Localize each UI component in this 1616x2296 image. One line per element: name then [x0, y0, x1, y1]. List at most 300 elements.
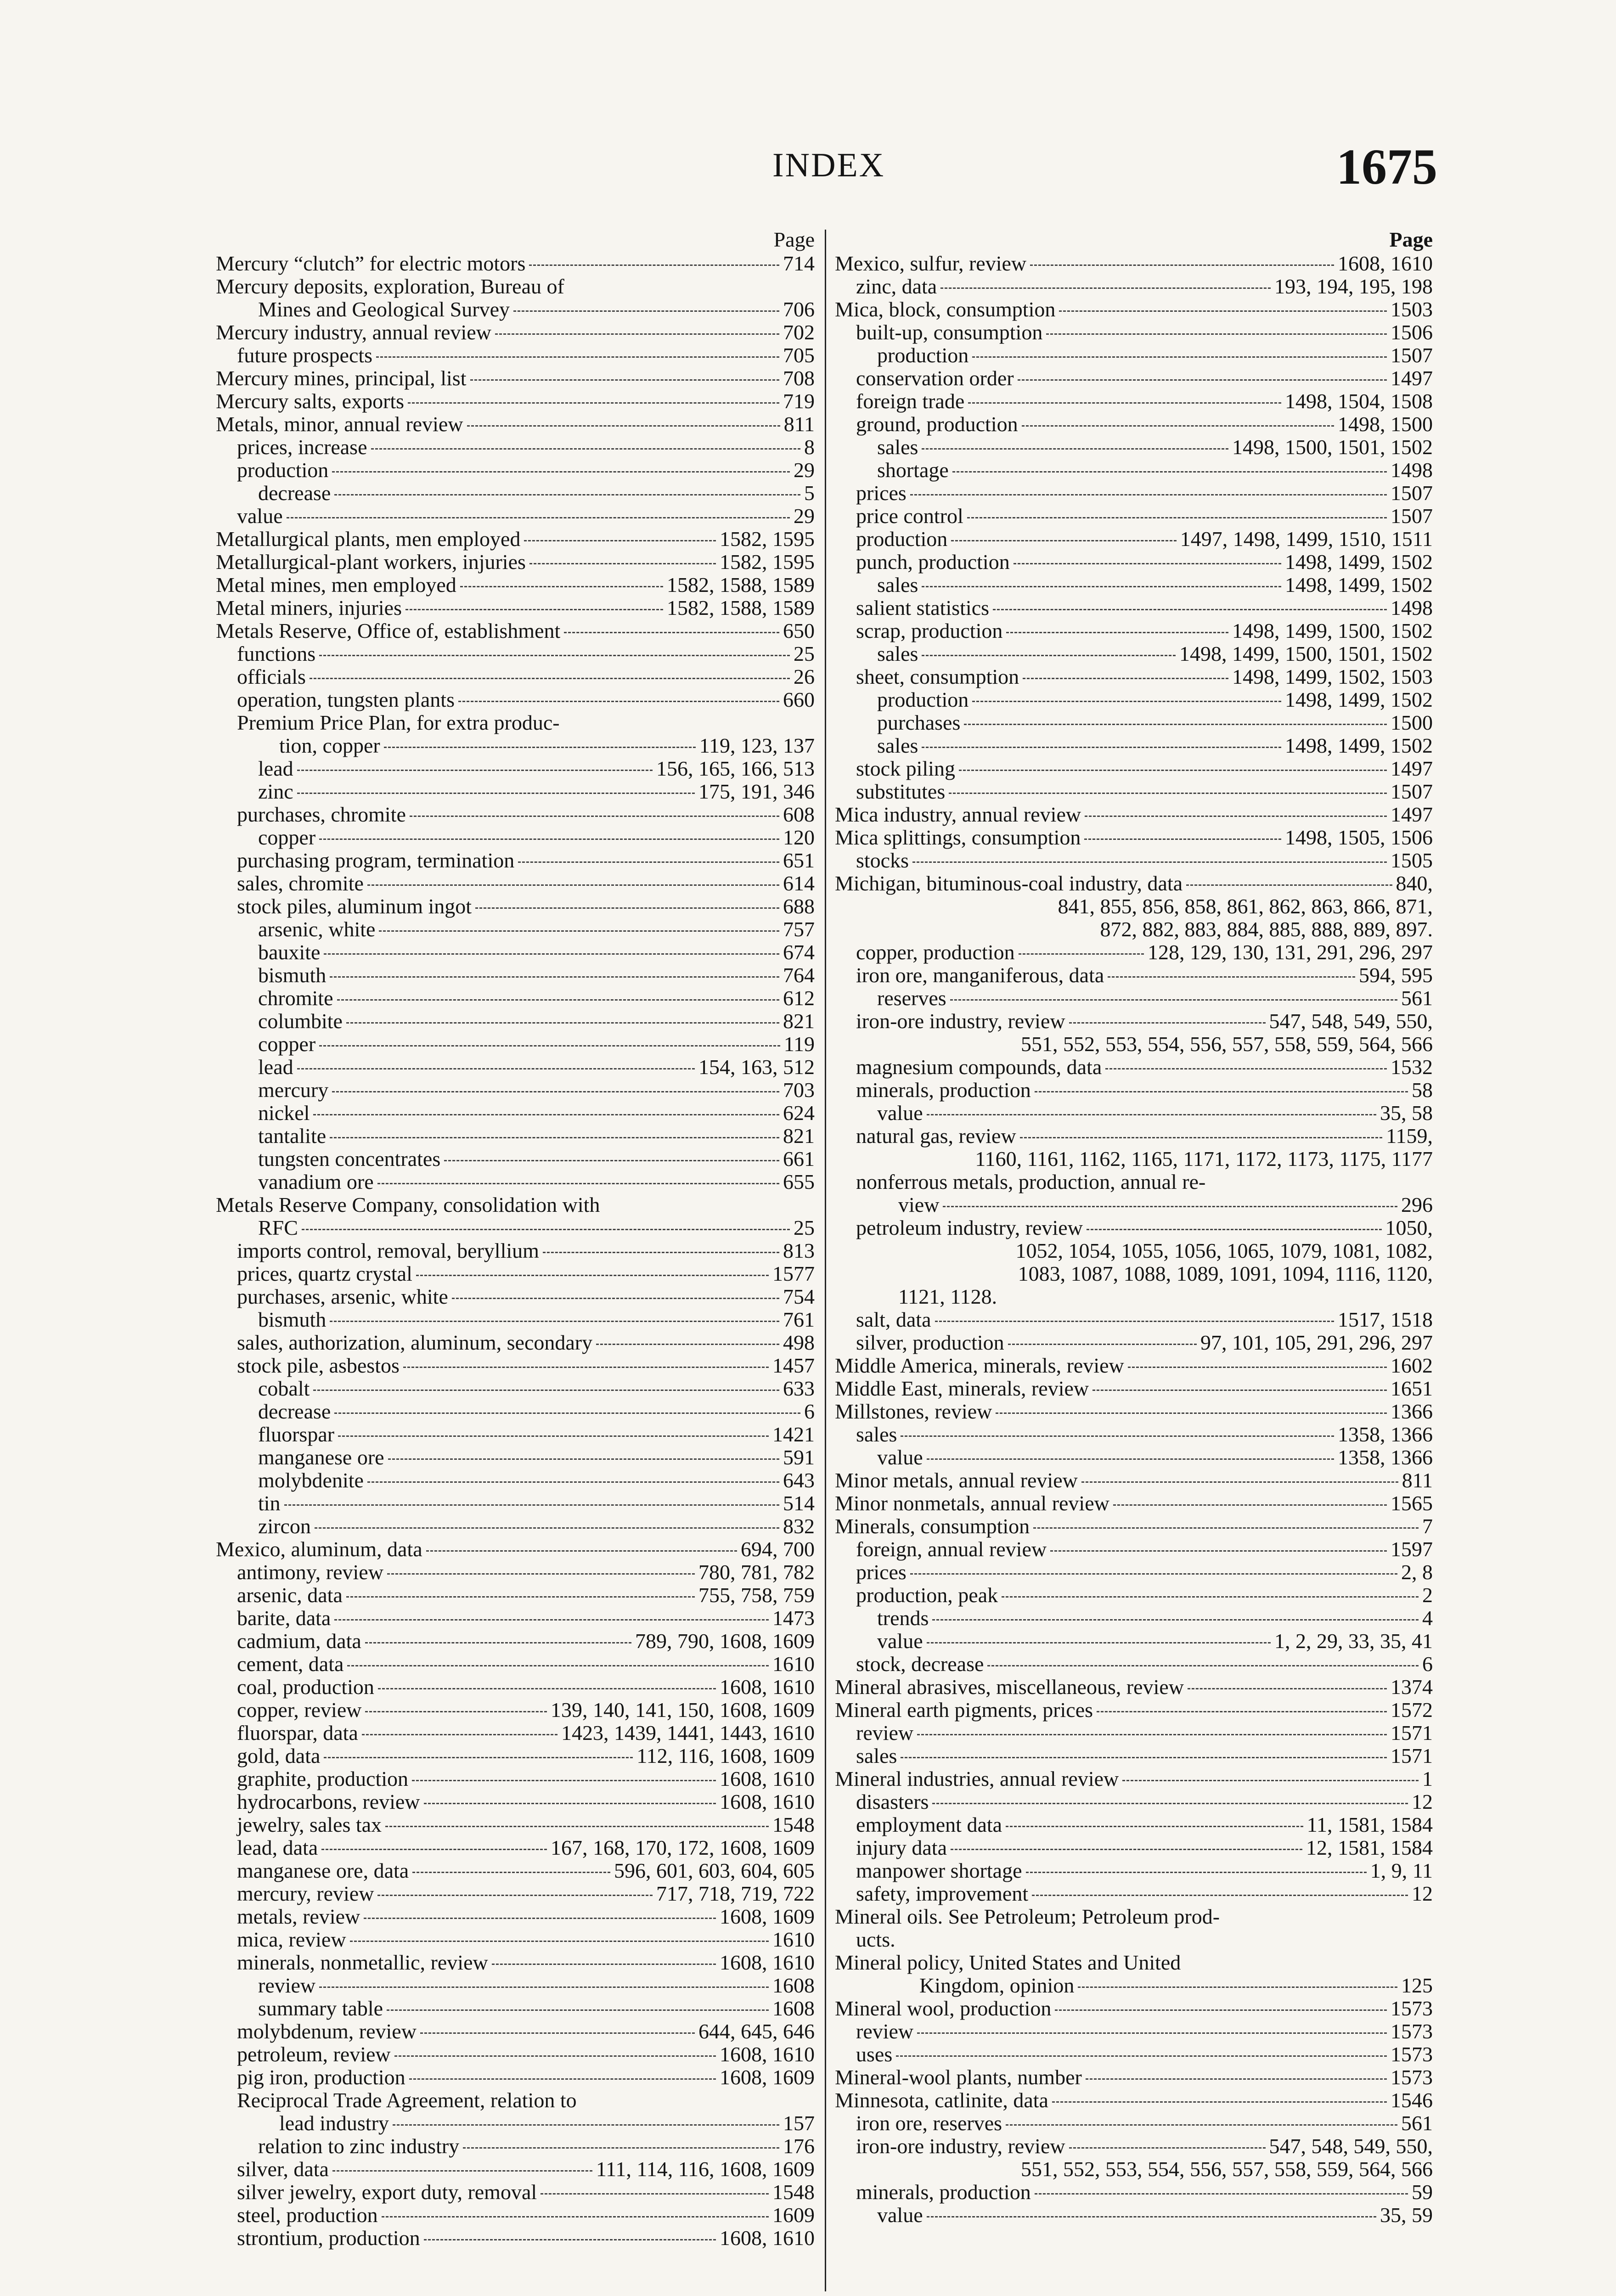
index-term: sales, chromite: [237, 872, 364, 895]
page-reference: 58: [1412, 1078, 1433, 1102]
page-reference: 1651: [1391, 1377, 1433, 1400]
index-entry: [216, 2181, 815, 2204]
index-term: nickel: [258, 1101, 310, 1125]
index-term: Mineral wool, production: [835, 1997, 1052, 2020]
page-reference: 1506: [1391, 321, 1433, 344]
index-term: scrap, production: [856, 619, 1003, 642]
index-term: Minor metals, annual review: [835, 1469, 1078, 1492]
index-term: salient statistics: [856, 596, 990, 619]
index-term: disasters: [856, 1790, 929, 1813]
index-entry: [216, 1928, 815, 1951]
index-term: metals, review: [237, 1905, 360, 1928]
index-entry: [835, 1813, 1433, 1836]
page-reference: 1498, 1499, 1502, 1503: [1232, 665, 1433, 688]
index-entry: [216, 757, 815, 780]
leader-dots: [1026, 1872, 1367, 1873]
page-reference: 1608, 1610: [720, 2043, 815, 2066]
index-entry: [216, 2066, 815, 2089]
leader-dots: [932, 1803, 1408, 1804]
leader-dots: [987, 1665, 1419, 1666]
index-term: coal, production: [237, 1675, 374, 1699]
leader-dots: [1035, 1091, 1408, 1092]
index-term: sales: [856, 1744, 897, 1767]
leader-dots: [332, 2170, 592, 2172]
leader-dots: [1035, 2193, 1408, 2195]
index-term: copper: [258, 826, 316, 849]
index-entry: [835, 1745, 1433, 1767]
index-entry: [216, 1216, 815, 1239]
leader-dots: [529, 264, 779, 266]
page-reference: 1609: [772, 2203, 815, 2227]
leader-dots: [922, 747, 1281, 748]
leader-dots: [993, 609, 1387, 610]
index-entry: [835, 1331, 1433, 1354]
index-term: Metallurgical plants, men employed: [216, 527, 521, 551]
index-term: Mercury salts, exports: [216, 389, 405, 413]
page-reference: 1: [1422, 1767, 1433, 1790]
page-reference: 624: [783, 1101, 815, 1125]
index-entry: [835, 1446, 1433, 1469]
index-entry: [835, 711, 1433, 734]
index-term: Mines and Geological Survey: [258, 298, 510, 321]
page-reference: 1, 9, 11: [1370, 1859, 1433, 1882]
page-reference: 821: [783, 1009, 815, 1033]
index-term: reserves: [877, 986, 946, 1010]
index-term: Metals Reserve, Office of, establishment: [216, 619, 561, 642]
index-term: mica, review: [237, 1928, 346, 1951]
index-term: manpower shortage: [856, 1859, 1022, 1882]
index-continuation-line: 1121, 1128.: [898, 1285, 997, 1308]
index-entry: [835, 367, 1433, 390]
page-reference: 1358, 1366: [1338, 1423, 1433, 1446]
leader-dots: [1108, 976, 1355, 978]
index-term: Millstones, review: [835, 1400, 992, 1423]
index-entry: [216, 941, 815, 964]
index-entry: [216, 2043, 815, 2066]
index-term: foreign, annual review: [856, 1537, 1047, 1561]
index-entry: [835, 390, 1433, 413]
index-entry: [216, 2204, 815, 2227]
leader-dots: [393, 2124, 779, 2126]
index-entry: [835, 1125, 1433, 1148]
index-entry: [216, 849, 815, 872]
index-entry: [216, 1469, 815, 1492]
page-reference: 1498, 1499, 1500, 1501, 1502: [1179, 642, 1433, 665]
index-term: value: [877, 1629, 923, 1653]
leader-dots: [1006, 632, 1228, 633]
page-reference: 1366: [1391, 1400, 1433, 1423]
page-reference: 1608, 1610: [720, 1675, 815, 1699]
page-reference: 5: [804, 481, 815, 505]
index-entry: [835, 459, 1433, 482]
page-reference: 176: [783, 2134, 815, 2158]
leader-dots: [951, 1849, 1302, 1850]
leader-dots: [495, 333, 779, 335]
index-term: Mineral-wool plants, number: [835, 2065, 1082, 2089]
index-term: bismuth: [258, 963, 327, 987]
index-entry: [835, 1400, 1433, 1423]
leader-dots: [524, 540, 716, 541]
page-reference: 661: [783, 1147, 815, 1171]
leader-dots: [1069, 1022, 1266, 1024]
index-entry: [835, 1193, 1433, 1216]
page-reference: 112, 116, 1608, 1609: [636, 1744, 815, 1767]
index-entry: [835, 780, 1433, 803]
index-term: Mercury “clutch” for electric motors: [216, 252, 526, 275]
leader-dots: [385, 1826, 769, 1827]
index-entry: [216, 1538, 815, 1561]
index-entry: [216, 1193, 815, 1216]
leader-dots: [1022, 425, 1334, 427]
index-entry: [216, 964, 815, 987]
leader-dots: [1186, 884, 1392, 886]
page-reference: 1546: [1391, 2088, 1433, 2112]
index-entry: [835, 1882, 1433, 1905]
page-reference: 1573: [1391, 2043, 1433, 2066]
page-reference: 694, 700: [741, 1537, 815, 1561]
index-term: Metal mines, men employed: [216, 573, 456, 597]
page-reference: 1573: [1391, 2065, 1433, 2089]
page-reference: 1498, 1499, 1500, 1502: [1232, 619, 1433, 642]
index-term: steel, production: [237, 2203, 378, 2227]
leader-dots: [324, 953, 779, 955]
index-entry: [835, 2135, 1433, 2158]
leader-dots: [564, 632, 779, 633]
index-entry: [216, 275, 815, 298]
leader-dots: [1055, 2009, 1387, 2011]
page-reference: 175, 191, 346: [698, 780, 815, 803]
leader-dots: [424, 1803, 716, 1804]
index-entry: [216, 597, 815, 619]
leader-dots: [1002, 1596, 1419, 1598]
index-term: iron-ore industry, review: [856, 2134, 1065, 2158]
page-reference: 156, 165, 166, 513: [656, 757, 815, 780]
index-term: Metals Reserve Company, consolidation with: [216, 1193, 600, 1216]
page-reference: 12: [1412, 1882, 1433, 1905]
page-reference: 1582, 1595: [720, 527, 815, 551]
index-term: vanadium ore: [258, 1170, 374, 1193]
index-term: sales: [877, 734, 918, 757]
index-term: Metallurgical-plant workers, injuries: [216, 550, 526, 574]
index-entry: [216, 1974, 815, 1997]
index-entry: [216, 1331, 815, 1354]
leader-dots: [388, 1458, 779, 1460]
index-term: Mineral abrasives, miscellaneous, review: [835, 1675, 1184, 1699]
page-reference: 655: [783, 1170, 815, 1193]
leader-dots: [319, 838, 779, 840]
index-term: punch, production: [856, 550, 1010, 574]
page-reference: 26: [794, 665, 815, 688]
leader-dots: [1008, 1344, 1197, 1345]
leader-dots: [410, 816, 779, 817]
index-term: mercury: [258, 1078, 329, 1102]
page-reference: 591: [783, 1446, 815, 1469]
index-term: production, peak: [856, 1583, 998, 1607]
leader-dots: [596, 1344, 779, 1345]
index-entry: [216, 1653, 815, 1676]
index-entry: [216, 780, 815, 803]
index-entry: [835, 298, 1433, 321]
page-reference: 660: [783, 688, 815, 711]
index-term: value: [877, 2203, 923, 2227]
index-term: minerals, nonmetallic, review: [237, 1951, 488, 1974]
index-entry: [216, 390, 815, 413]
page-reference: 1457: [772, 1354, 815, 1377]
index-entry: [216, 367, 815, 390]
page-reference: 757: [783, 917, 815, 941]
index-entry: [835, 1722, 1433, 1745]
index-term: review: [856, 1721, 914, 1745]
index-term: minerals, production: [856, 1078, 1031, 1102]
leader-dots: [371, 448, 800, 450]
index-term: Mercury industry, annual review: [216, 321, 491, 344]
page-reference: 97, 101, 105, 291, 296, 297: [1200, 1331, 1433, 1354]
index-term: fluorspar: [258, 1423, 335, 1446]
page-reference: 821: [783, 1124, 815, 1148]
page-reference: 1497: [1391, 803, 1433, 826]
index-term: relation to zinc industry: [258, 2134, 460, 2158]
page-reference: 35, 58: [1380, 1101, 1433, 1125]
index-term: employment data: [856, 1813, 1002, 1836]
page-reference: 1571: [1391, 1721, 1433, 1745]
leader-dots: [319, 655, 790, 656]
index-entry: [216, 1767, 815, 1790]
page-reference: 1582, 1595: [720, 550, 815, 574]
page-reference: 2, 8: [1401, 1560, 1433, 1584]
index-entry: [216, 1515, 815, 1538]
index-term: Premium Price Plan, for extra produc-: [237, 711, 560, 734]
index-entry: [835, 574, 1433, 597]
leader-dots: [347, 1665, 769, 1666]
index-entry: [216, 574, 815, 597]
index-entry: [835, 1171, 1433, 1193]
page-reference: 755, 758, 759: [698, 1583, 815, 1607]
index-term: prices, increase: [237, 435, 367, 459]
index-term: Mineral policy, United States and United: [835, 1951, 1181, 1974]
left-index-lines: [216, 252, 815, 2250]
index-term: value: [237, 504, 283, 528]
index-term: production: [877, 343, 969, 367]
page-reference: 1498, 1504, 1508: [1285, 389, 1433, 413]
page-reference: 1548: [772, 2180, 815, 2204]
leader-dots: [1092, 1390, 1387, 1391]
index-term: future prospects: [237, 343, 373, 367]
page-reference: 35, 59: [1380, 2203, 1433, 2227]
index-term: nonferrous metals, production, annual re-: [856, 1170, 1206, 1193]
page-reference: 1602: [1391, 1354, 1433, 1377]
index-term: lead: [258, 1055, 293, 1079]
index-entry: [216, 1699, 815, 1722]
leader-dots: [460, 586, 663, 587]
page-reference: 4: [1422, 1606, 1433, 1630]
page-reference: 1498, 1500, 1501, 1502: [1232, 435, 1433, 459]
index-entry: [835, 1997, 1433, 2020]
index-entry: [216, 1951, 815, 1974]
page-reference: 1571: [1391, 1744, 1433, 1767]
index-term: molybdenite: [258, 1469, 364, 1492]
page-reference: 764: [783, 963, 815, 987]
leader-dots: [967, 517, 1387, 518]
index-entry: [216, 1859, 815, 1882]
leader-dots: [424, 2239, 716, 2240]
page-reference: 1159,: [1386, 1124, 1433, 1148]
index-entry: [835, 1492, 1433, 1515]
leader-dots: [470, 379, 780, 381]
index-term: Minerals, consumption: [835, 1514, 1030, 1538]
page-reference: 547, 548, 549, 550,: [1269, 2134, 1433, 2158]
page-reference: 811: [1402, 1469, 1433, 1492]
index-entry: [216, 2089, 815, 2112]
index-entry: [216, 344, 815, 367]
left-page-heading: Page: [773, 228, 815, 251]
index-entry: [835, 2181, 1433, 2204]
index-term: value: [877, 1101, 923, 1125]
page-reference: 12, 1581, 1584: [1306, 1836, 1433, 1859]
page-reference: 1577: [772, 1262, 815, 1285]
index-term: cobalt: [258, 1377, 310, 1400]
index-entry: [216, 1745, 815, 1767]
leader-dots: [330, 1137, 779, 1138]
leader-dots: [518, 861, 779, 863]
leader-dots: [387, 1573, 695, 1575]
index-term: petroleum industry, review: [856, 1216, 1083, 1239]
leader-dots: [377, 1183, 779, 1184]
leader-dots: [1006, 2124, 1397, 2126]
index-entry: [216, 895, 815, 918]
index-term: purchases: [877, 711, 961, 734]
index-term: silver, data: [237, 2157, 329, 2181]
index-entry: [216, 1607, 815, 1630]
page-reference: 1608, 1610: [1338, 252, 1433, 275]
index-entry: [835, 826, 1433, 849]
index-entry: [216, 619, 815, 642]
leader-dots: [964, 724, 1387, 725]
index-term: Reciprocal Trade Agreement, relation to: [237, 2088, 577, 2112]
page-reference: 1507: [1391, 780, 1433, 803]
index-term: value: [877, 1446, 923, 1469]
leader-dots: [313, 1114, 779, 1115]
leader-dots: [959, 770, 1387, 771]
leader-dots: [1078, 1986, 1397, 1988]
index-entry: [835, 688, 1433, 711]
index-entry: [216, 2227, 815, 2250]
index-term: gold, data: [237, 1744, 321, 1767]
leader-dots: [1128, 1367, 1387, 1368]
leader-dots: [367, 884, 779, 886]
leader-dots: [922, 586, 1281, 587]
page-reference: 832: [783, 1514, 815, 1538]
index-term: production: [856, 527, 948, 551]
index-entry: [216, 1882, 815, 1905]
index-term: view: [898, 1193, 940, 1216]
index-entry: [835, 1102, 1433, 1125]
page-reference: 1498, 1499, 1502: [1285, 573, 1433, 597]
leader-dots: [394, 2055, 716, 2057]
page-reference: 1608, 1610: [720, 1767, 815, 1790]
index-term: chromite: [258, 986, 333, 1010]
page-reference: 1498, 1499, 1502: [1285, 734, 1433, 757]
index-entry: [835, 344, 1433, 367]
index-entry: [835, 1423, 1433, 1446]
page-reference: 1608, 1609: [720, 1905, 815, 1928]
index-entry: [835, 734, 1433, 757]
leader-dots: [463, 2147, 779, 2149]
index-term: zinc, data: [856, 275, 937, 298]
index-entry: [835, 1515, 1433, 1538]
index-entry: [216, 803, 815, 826]
index-term: Mica splittings, consumption: [835, 826, 1081, 849]
index-entry: [216, 1262, 815, 1285]
index-entry: [216, 551, 815, 574]
index-term: zinc: [258, 780, 293, 803]
page-reference: 1473: [772, 1606, 815, 1630]
leader-dots: [1097, 1711, 1387, 1712]
index-entry: [835, 619, 1433, 642]
leader-dots: [927, 1642, 1271, 1643]
leader-dots: [302, 1229, 790, 1230]
index-term: tantalite: [258, 1124, 327, 1148]
index-entry: [835, 505, 1433, 528]
index-entry: [216, 1239, 815, 1262]
index-entry: [216, 1997, 815, 2020]
leader-dots: [310, 678, 790, 679]
index-entry: [216, 1171, 815, 1193]
index-entry: [835, 665, 1433, 688]
index-entry: [216, 1446, 815, 1469]
page-reference: 1608, 1610: [720, 1951, 815, 1974]
index-term: cement, data: [237, 1652, 344, 1676]
leader-dots: [927, 1114, 1376, 1115]
index-term: functions: [237, 642, 316, 665]
leader-dots: [324, 1757, 633, 1758]
index-term: arsenic, white: [258, 917, 376, 941]
index-term: stock piles, aluminum ingot: [237, 895, 472, 918]
index-entry: [835, 757, 1433, 780]
page-reference: 1498, 1499, 1502: [1285, 688, 1433, 711]
leader-dots: [950, 999, 1397, 1001]
leader-dots: [313, 1390, 779, 1391]
leader-dots: [444, 1160, 779, 1161]
page-reference: 596, 601, 603, 604, 605: [614, 1859, 815, 1882]
leader-dots: [1113, 1504, 1387, 1506]
index-entry: [216, 321, 815, 344]
index-term: manganese ore: [258, 1446, 384, 1469]
index-term: production: [237, 458, 329, 482]
index-entry: [216, 1630, 815, 1653]
leader-dots: [387, 2009, 769, 2011]
index-entry: [216, 665, 815, 688]
left-index-column: [216, 227, 815, 2250]
index-term: jewelry, sales tax: [237, 1813, 382, 1836]
page-reference: 119, 123, 137: [699, 734, 815, 757]
index-term: copper, review: [237, 1698, 362, 1722]
leader-dots: [1023, 678, 1228, 679]
index-entry: [835, 1699, 1433, 1722]
page-reference: 1608, 1610: [720, 2226, 815, 2250]
index-entry: [216, 918, 815, 941]
page-reference: 296: [1401, 1193, 1433, 1216]
page-reference: 167, 168, 170, 172, 1608, 1609: [551, 1836, 815, 1859]
page-reference: 1500: [1391, 711, 1433, 734]
index-entry: [216, 459, 815, 482]
page-reference: 1423, 1439, 1441, 1443, 1610: [561, 1721, 815, 1745]
index-term: purchasing program, termination: [237, 849, 515, 872]
index-term: tin: [258, 1491, 281, 1515]
index-entry: [216, 1400, 815, 1423]
index-term: lead, data: [237, 1836, 318, 1859]
leader-dots: [935, 1321, 1334, 1322]
index-entry: [835, 321, 1433, 344]
